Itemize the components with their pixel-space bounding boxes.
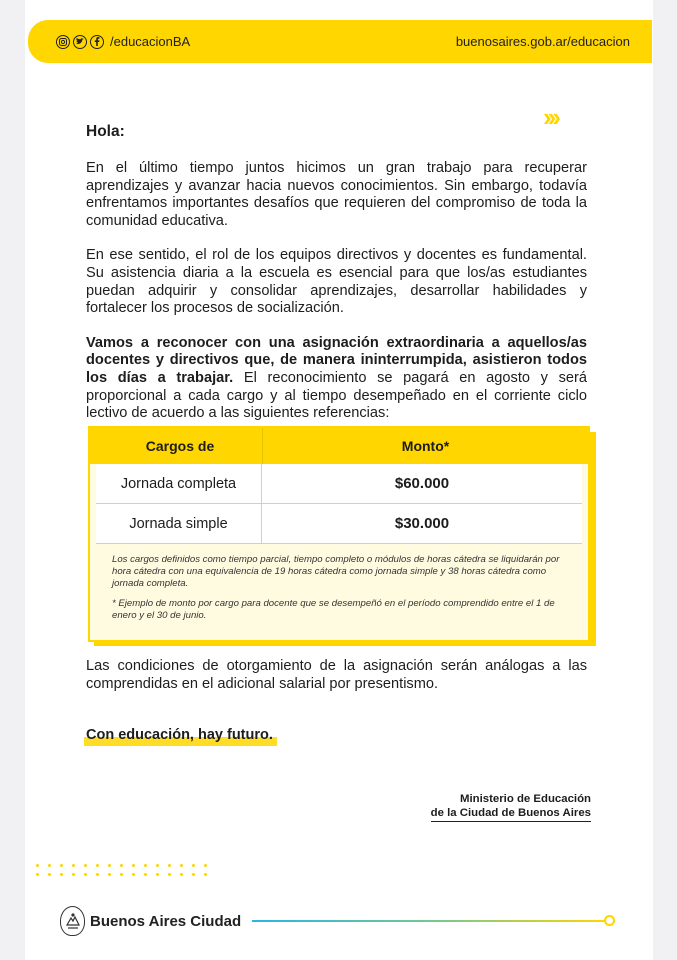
row-monto: $30.000 <box>394 515 450 532</box>
paragraph-3-emphasis: Vamos a reconocer con una asignación extraordinaria a aquellos/as docentes y directivos que, de manera ininterrumpida, asistieron todos los días a trabajar. <box>86 334 587 386</box>
footer-brand: Buenos Aires Ciudad <box>90 912 242 930</box>
website-link[interactable]: buenosaires.gob.ar/educacion <box>455 34 630 49</box>
row-cargo: Jornada completa <box>96 464 262 503</box>
chevrons-icon: ››› <box>543 102 557 132</box>
table-header <box>90 428 588 464</box>
header-bar <box>28 20 652 63</box>
payment-table <box>88 426 590 642</box>
header-cargo: Cargos de <box>145 438 215 454</box>
table-row <box>96 464 582 504</box>
instagram-icon[interactable] <box>56 35 70 49</box>
paragraph-1: En el último tiempo juntos hicimos un gran trabajo para recuperar aprendizajes y avanzar hacia nuevos conocimientos. Sin embargo, todavía enfrentamos importantes desafíos que requieren del compromiso de toda la comunidad educativa. <box>86 160 587 229</box>
city-emblem-icon <box>60 906 85 936</box>
note-example: * Ejemplo de monto por cargo para docente que se desempeñó en el período comprendido entre el 1 de enero y el 30 de junio. <box>112 598 555 621</box>
twitter-icon[interactable] <box>73 35 87 49</box>
dot-pattern <box>36 864 216 876</box>
signature <box>431 792 591 822</box>
motto: Con educación, hay futuro. <box>86 727 273 743</box>
letter-body <box>86 123 587 440</box>
row-monto: $60.000 <box>394 475 450 492</box>
paragraph-2: En ese sentido, el rol de los equipos directivos y docentes es fundamental. Su asistencia diaria a la escuela es esencial para que los/as estudiantes puedan adquirir y consolidar aprendizajes, desarrollar habilidades y fortalecer los procesos de socialización. <box>86 247 587 317</box>
footer-logo <box>60 906 241 936</box>
social-links <box>56 34 190 49</box>
paragraph-3-rest: El reconocimiento se pagará en agosto y será proporcional a cada cargo y al tiempo desempeñado en el corriente ciclo lectivo de acuerdo a las siguientes referencias: <box>86 369 588 422</box>
signature-line-2: de la Ciudad de Buenos Aires <box>431 806 591 822</box>
paragraph-3 <box>86 335 587 423</box>
table-row <box>96 504 582 544</box>
facebook-icon[interactable] <box>90 35 104 49</box>
footer-line-end <box>604 915 615 926</box>
signature-line-1: Ministerio de Educación <box>459 793 591 805</box>
table-notes <box>90 544 588 622</box>
greeting: Hola: <box>86 123 125 140</box>
footer-gradient-line <box>252 920 607 922</box>
closing-paragraph: Las condiciones de otorgamiento de la asignación serán análogas a las comprendidas en el adicional salarial por presentismo. <box>86 658 587 692</box>
header-monto: Monto* <box>262 428 588 464</box>
row-cargo: Jornada simple <box>96 504 262 543</box>
social-handle[interactable]: /educacionBA <box>110 34 191 49</box>
note-equivalence: Los cargos definidos como tiempo parcial, tiempo completo o módulos de horas cátedra se liquidarán por hora cátedra con una equivalencia de 19 horas cátedra como jornada simple y 38 horas cátedra como jornada completa. <box>112 554 560 589</box>
